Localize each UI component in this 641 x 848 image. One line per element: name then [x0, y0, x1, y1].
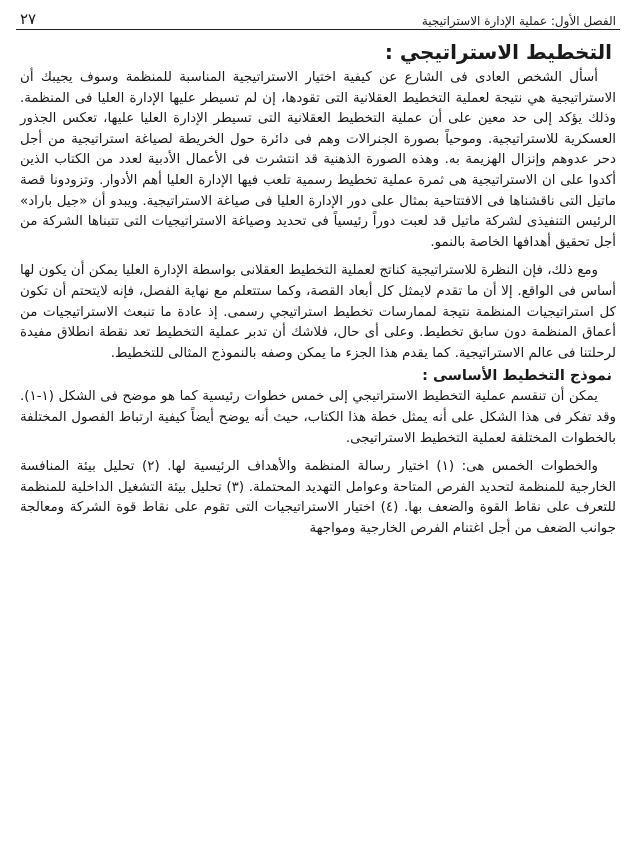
body-paragraph: يمكن أن تنقسم عملية التخطيط الاستراتيجي إلى خمس خطوات رئيسية كما هو موضح فى الشكل (١-١). وقد تفكر فى هذا الشكل على أنه يمثل خطة هذا الكتاب، حيث أنه يوضح أيضاً كيفية ارتباط الفصول المختلفة بالخطوات المختلفة لعملية التخطيط الاستراتيجى. — [20, 389, 616, 446]
book-page — [16, 6, 620, 842]
subsection-title: نموذج التخطيط الأساسى : — [422, 368, 612, 385]
body-paragraph: ومع ذلك، فإن النظرة للاستراتيجية كناتج لعملية التخطيط العقلانى بواسطة الإدارة العليا يمكن أن يكون لها أساس فى الواقع. إلا أن ما تقدم لايمثل كل أبعاد القصة، وكما ستتعلم مع نهاية الفصل، فإنه لايتحتم أن تكون كل استراتيجيات المنظمة نتيجة لممارسات تخطيط استراتيجي رسمى. إذ عادة ما تنبعث الاستراتيجيات من أعماق المنظمة دون سابق تخطيط. وعلى أى حال، فلاشك أن تدبر عملية التخطيط تعد نقطة انطلاق مفيدة لرحلتنا فى عالم الاستراتيجية. كما يقدم هذا الجزء ما يمكن وصفه بالنموذج المثالى للتخطيط. — [20, 263, 616, 361]
running-header — [16, 6, 620, 30]
chapter-title: الفصل الأول: عملية الإدارة الاستراتيجية — [421, 14, 616, 28]
section-title: التخطيط الاستراتيجي : — [384, 40, 612, 64]
body-paragraph: أسأل الشخص العادى فى الشارع عن كيفية اختيار الاستراتيجية المناسبة للمنظمة وسوف يجيبك أن الاستراتيجية هي نتيجة لعملية التخطيط العقلانية التى تقودها، إن لم تسيطر عليها الإدارة العليا فى المنظمة. وذلك يؤكد إلى حد معين على أن عملية التخطيط العقلانية التى تسيطر الإدارة العليا عليها، تعكس الجذور العسكرية للاستراتيجية. وموحياً بصورة الجنرالات وهم فى دائرة حول الخريطة لصياغة استراتيجية من أجل دحر عدوهم وإنزال الهزيمة به. وهذه الصورة الذهنية قد انتشرت فى الأعمال الأدبية لعدد من الكتاب الذين أكدوا على ان الاستراتيجية هى ثمرة عملية تخطيط رسمية تلعب فيها الإدارة العليا أهم الأدوار. وتزودونا قصة ماتيل التى ناقشناها فى الافتتاحية بمثال على دور الإدارة العليا فى صياغة الاستراتيجية. ويبدو أن «جيل باراد» الرئيس التنفيذى لشركة ماتيل قد لعبت دوراً رئيسياً فى تحديد وصياغة الاستراتيجيات التى تتبناها الشركة من أجل تحقيق أهدافها الخاصة بالنمو. — [20, 70, 616, 250]
page-number: ٢٧ — [20, 10, 37, 28]
body-paragraph: والخطوات الخمس هى: (١) اختيار رسالة المنظمة والأهداف الرئيسية لها. (٢) تحليل بيئة المنافسة الخارجية للمنظمة لتحديد الفرص المتاحة وعوامل التهديد المحتملة. (٣) تحليل بيئة التشغيل الداخلية للمنظمة للتعرف على نقاط القوة والضعف بها. (٤) اختيار الاستراتيجيات التى تقوم على نقاط قوة الشركة ومعالجة جوانب الضعف من أجل اغتنام الفرص الخارجية ومواجهة — [20, 459, 616, 536]
